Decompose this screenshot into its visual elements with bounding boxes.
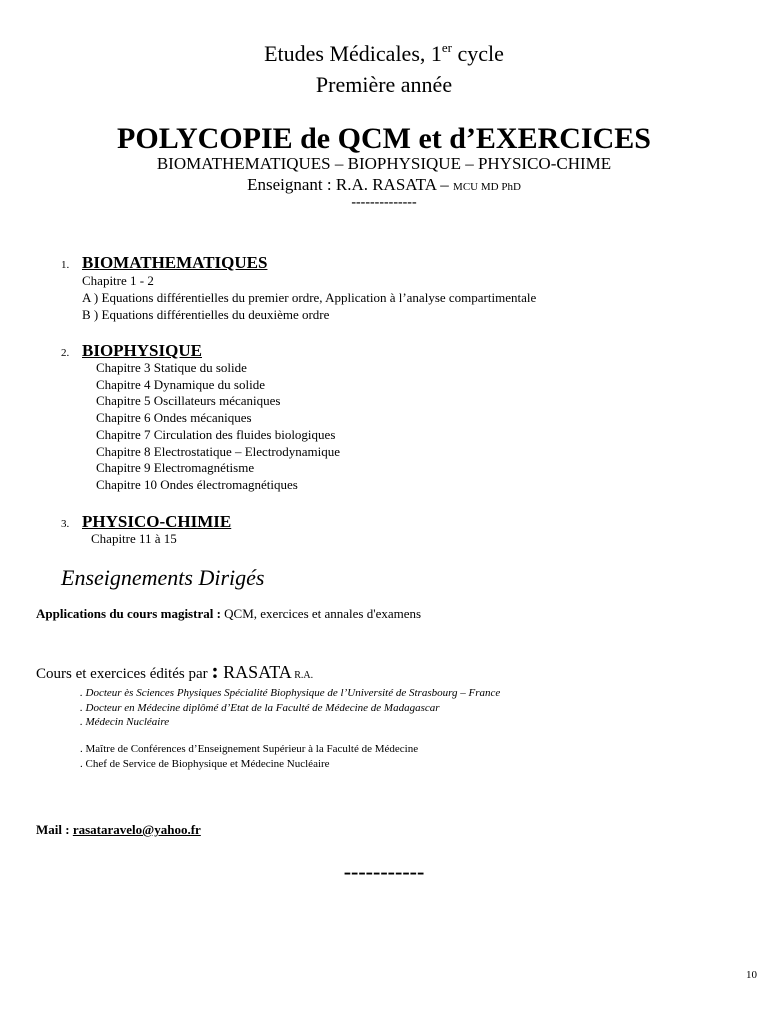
- position-line: . Chef de Service de Biophysique et Médecine Nucléaire: [80, 758, 330, 770]
- mail-label: Mail :: [36, 822, 73, 837]
- teacher-line: [0, 175, 768, 197]
- applications-line: [36, 605, 421, 622]
- author-line: [36, 660, 313, 687]
- teacher-titles: MCU MD PhD: [453, 181, 521, 193]
- cycle-heading-sup: er: [441, 40, 452, 55]
- chapter-line: Chapitre 5 Oscillateurs mécaniques: [96, 393, 281, 408]
- author-prefix: Cours et exercices édités par: [36, 666, 212, 682]
- author-initials: R.A.: [291, 670, 314, 681]
- cycle-heading-post: cycle: [452, 41, 504, 66]
- credential-line: . Médecin Nucléaire: [80, 716, 170, 728]
- teacher-name: Enseignant : R.A. RASATA –: [247, 175, 454, 194]
- author-colon: :: [211, 658, 219, 683]
- section-number: 3.: [61, 518, 70, 530]
- chapter-line: Chapitre 3 Statique du solide: [96, 360, 247, 375]
- applications-label: Applications du cours magistral :: [36, 606, 221, 621]
- author-name: RASATA: [218, 662, 292, 682]
- document-title: POLYCOPIE de QCM et d’EXERCICES: [117, 122, 651, 155]
- subjects-line: BIOMATHEMATIQUES – BIOPHYSIQUE – PHYSICO-CHIME: [156, 154, 612, 173]
- chapter-line: Chapitre 9 Electromagnétisme: [96, 460, 255, 475]
- position-line: . Maître de Conférences d’Enseignement Supérieur à la Faculté de Médecine: [80, 743, 419, 755]
- credential-line: . Docteur ès Sciences Physiques Spécialité Biophysique de l’Université de Strasbourg – France: [80, 687, 501, 699]
- mail-line: [36, 821, 201, 838]
- section-heading-physico-chimie: PHYSICO-CHIMIE: [82, 512, 232, 531]
- section-line: A ) Equations différentielles du premier ordre, Application à l’analyse compartimentale: [82, 290, 537, 305]
- section-heading-biophysique: BIOPHYSIQUE: [82, 341, 202, 360]
- email-link[interactable]: rasataravelo@yahoo.fr: [72, 822, 201, 837]
- section-number: 2.: [61, 347, 70, 359]
- ed-heading: Enseignements Dirigés: [61, 565, 265, 590]
- year-heading: Première année: [315, 72, 453, 97]
- credential-line: . Docteur en Médecine diplômé d’Etat de la Faculté de Médecine de Madagascar: [80, 702, 440, 714]
- end-separator: -----------: [343, 859, 425, 884]
- page-number: 10: [746, 969, 757, 981]
- chapter-line: Chapitre 7 Circulation des fluides biologiques: [96, 427, 336, 442]
- section-line: Chapitre 1 - 2: [82, 273, 154, 288]
- header-separator: --------------: [351, 195, 417, 210]
- chapter-line: Chapitre 4 Dynamique du solide: [96, 377, 265, 392]
- chapter-line: Chapitre 6 Ondes mécaniques: [96, 410, 252, 425]
- applications-text: QCM, exercices et annales d'examens: [220, 606, 422, 621]
- section-number: 1.: [61, 259, 70, 271]
- chapter-line: Chapitre 11 à 15: [91, 531, 177, 546]
- cycle-heading-pre: Etudes Médicales, 1: [264, 41, 442, 66]
- section-line: B ) Equations différentielles du deuxième ordre: [82, 307, 330, 322]
- cycle-heading: [0, 40, 768, 68]
- section-heading-biomathematiques: BIOMATHEMATIQUES: [82, 253, 268, 272]
- chapter-line: Chapitre 8 Electrostatique – Electrodynamique: [96, 444, 341, 459]
- chapter-line: Chapitre 10 Ondes électromagnétiques: [96, 477, 298, 492]
